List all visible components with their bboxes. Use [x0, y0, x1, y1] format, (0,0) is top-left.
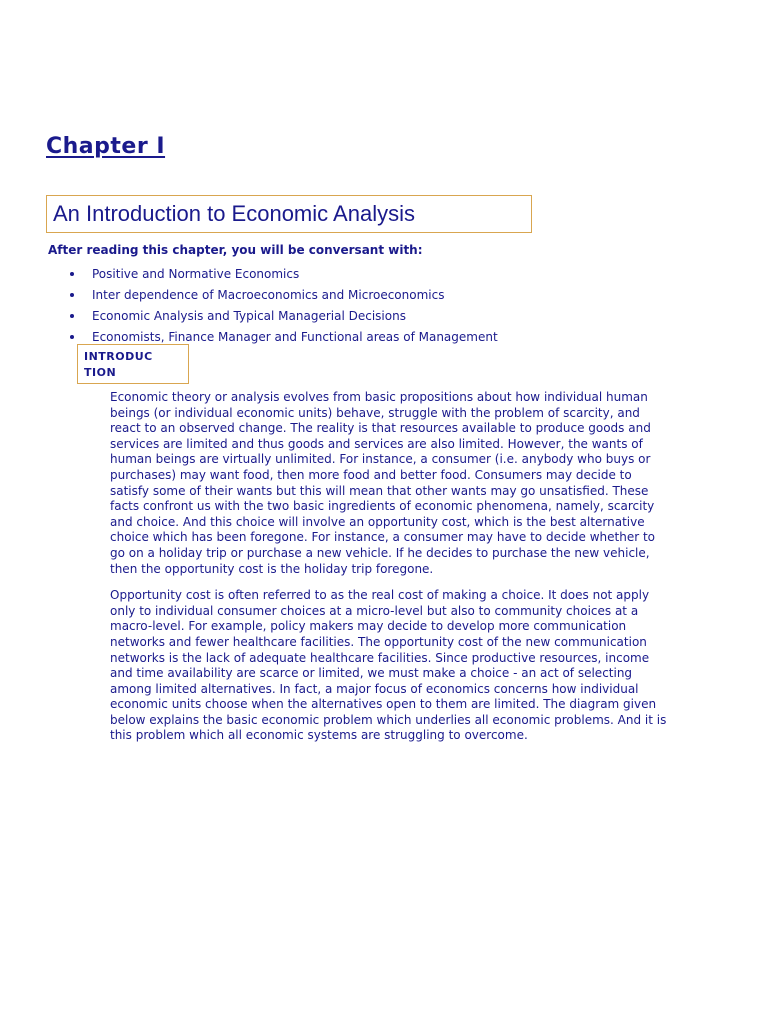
section-heading: INTRODUCTION — [84, 350, 153, 379]
objective-text: Inter dependence of Macroeconomics and Microeconomics — [92, 288, 445, 302]
body-text — [110, 390, 670, 755]
paragraph: Economic theory or analysis evolves from basic propositions about how individual human beings (or individual economic units) behave, struggle with the problem of scarcity, and react to an observed change. The reality is that resources available to produce goods and services are limited and thus goods and services are also limited. However, the wants of human beings are virtually unlimited. For instance, a consumer (i.e. anybody who buys or purchases) may want food, then more food and better food. Consumers may decide to satisfy some of their wants but this will mean that other wants may go unsatisfied. These facts confront us with the two basic ingredients of economic phenomena, namely, scarcity and choice. And this choice will involve an opportunity cost, which is the best alternative choice which has been foregone. For instance, a consumer may have to decide whether to go on a holiday trip or purchase a new vehicle. If he decides to purchase the new vehicle, then the opportunity cost is the holiday trip foregone. — [110, 390, 656, 576]
chapter-heading: Chapter I — [46, 134, 166, 159]
bullet-icon — [70, 335, 74, 339]
objectives-list — [70, 266, 498, 350]
objective-item — [70, 308, 498, 329]
objective-item — [70, 266, 498, 287]
objective-text: Economists, Finance Manager and Functional areas of Management — [92, 330, 498, 344]
bullet-icon — [70, 272, 74, 276]
objective-text: Economic Analysis and Typical Managerial Decisions — [92, 309, 406, 323]
chapter-title: An Introduction to Economic Analysis — [53, 201, 415, 226]
objectives-lead-in: After reading this chapter, you will be conversant with: — [48, 243, 423, 257]
objective-item — [70, 287, 498, 308]
section-heading-box — [77, 344, 189, 384]
objective-text: Positive and Normative Economics — [92, 267, 300, 281]
chapter-title-box — [46, 195, 532, 233]
bullet-icon — [70, 293, 74, 297]
bullet-icon — [70, 314, 74, 318]
paragraph: Opportunity cost is often referred to as the real cost of making a choice. It does not apply only to individual consumer choices at a micro-level but also to community choices at a macro-level. For example, policy makers may decide to develop more communication networks and fewer healthcare facilities. The opportunity cost of the new communication networks is the lack of adequate healthcare facilities. Since productive resources, income and time availability are scarce or limited, we must make a choice - an act of selecting among limited alternatives. In fact, a major focus of economics concerns how individual economic units choose when the alternatives open to them are limited. The diagram given below explains the basic economic problem which underlies all economic problems. And it is this problem which all economic systems are struggling to overcome. — [110, 588, 667, 743]
